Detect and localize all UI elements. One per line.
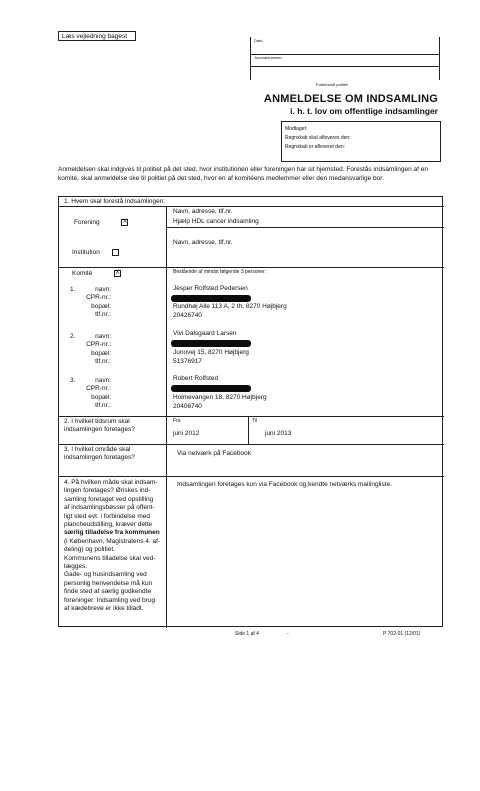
accounts-delivered-label: Regnskab er afleveret den: <box>285 144 346 150</box>
person-3-field-labels: navn: CPR-nr.: bopæl: tlf.nr.: <box>86 377 111 410</box>
person-2-address: Junovej 15, 8270 Højbjerg <box>173 349 249 356</box>
person-3-phone: 20406740 <box>173 403 202 410</box>
form-subtitle: i. h. t. lov om offentlige indsamlinger <box>290 106 438 116</box>
intake-box <box>281 121 441 162</box>
section4-question: 4. På hvilken måde skal indsam- lingen foretages? Ønskes ind- samling foretaget ved opstilling af indsamlingsbøsser på offent- ligt sted evt. i forbindelse med plancheudstilling, kræver dette særlig tilladelse fra kommunen (i København, Magistratens 4. af- deling) og politiet. Kommunens tilladelse skal ved- lægges. Gade- og husindsamling ved personlig henvendelse må kun finde sted af særlig godkendte foreninger. Indsamling ved brug af kædebreve er ikke tilladt. <box>64 479 161 613</box>
period-to-label: Til <box>252 418 258 424</box>
person-3-number: 3. <box>70 377 76 384</box>
intro-text: Anmeldelsen skal indgives til politiet på det sted, hvor institutionen eller foreningen har sit hjemsted. Forestås indsamlingen af en komité, skal anmeldelse ske til politiet på det sted, hvor en af komitéens medlemmer eller den medansvarlige bor. <box>58 166 428 182</box>
section3-answer: Via netværk på Facebook <box>177 450 251 457</box>
person-3-address: Holmevangen 18, 8270 Højbjerg <box>173 394 267 401</box>
person-1-number: 1. <box>70 286 76 293</box>
person-3-name: Robert Rolfsted <box>173 375 219 382</box>
institution-checkbox[interactable] <box>112 249 119 256</box>
person-1-phone: 20426740 <box>173 312 202 319</box>
person-2-phone: 51376917 <box>173 358 202 365</box>
section3-question: 3. I hvilket område skal indsamlingen foretages? <box>64 446 135 462</box>
collection-form <box>58 196 443 627</box>
police-reserved-note: Forbeholdt politiet <box>316 82 348 87</box>
person-2-number: 2. <box>70 333 76 340</box>
section4-answer: Indsamlingen foretages kun via Facebook og kendte netværks mailingliste. <box>177 481 392 488</box>
accounts-due-label: Regnskab skal afleveres den: <box>285 135 351 141</box>
person-2-name: Vivi Dalsgaard Larsen <box>173 330 237 337</box>
police-use-box <box>250 37 440 80</box>
section2-question: 2. I hvilket tidsrum skal indsamlingen foretages? <box>64 418 135 434</box>
person-2-field-labels: navn: CPR-nr.: bopæl: tlf.nr.: <box>86 333 111 366</box>
komite-label: Komité <box>72 270 93 278</box>
komite-checkbox[interactable]: X <box>115 270 120 276</box>
section1-title: 1. Hvem skal forestå indsamlingen: <box>64 198 166 205</box>
person-3-cpr-redacted <box>171 385 251 392</box>
komite-field-label: Bestående af mindst følgende 3 personer: <box>173 269 267 275</box>
forening-name-value: Hjælp HDL cancer indsamling <box>173 218 259 225</box>
received-label: Modtaget: <box>285 126 308 132</box>
journal-number-field: Journalnummer <box>251 55 439 67</box>
person-1-field-labels: navn: CPR-nr.: bopæl: tlf.nr.: <box>86 286 111 319</box>
form-code: P 702-01 (12/01) <box>383 631 421 637</box>
person-1-cpr-redacted <box>171 295 251 302</box>
forening-label: Forening <box>74 219 100 227</box>
komite-row <box>72 270 121 278</box>
page-number: Side 1 af 4 <box>235 631 259 637</box>
form-title: ANMELDELSE OM INDSAMLING <box>263 93 438 105</box>
read-guide-tag: Læs vejledning bagest <box>58 31 136 41</box>
period-to-value: juni 2013 <box>265 430 292 437</box>
person-2-cpr-redacted <box>171 340 251 347</box>
forening-checkbox[interactable]: X <box>122 219 127 225</box>
period-from-label: Fra <box>173 418 181 424</box>
period-from-value: juni 2012 <box>173 430 200 437</box>
date-field: Dato <box>251 37 439 55</box>
institution-label: Institution <box>72 249 100 257</box>
institution-field-label: Navn, adresse, tlf.nr. <box>173 239 233 246</box>
institution-row <box>72 249 119 257</box>
person-1-address: Rundhøj Alle 113 A, 2 th, 8270 Højbjerg <box>173 303 287 310</box>
forening-field-label: Navn, adresse, tlf.nr. <box>173 208 233 215</box>
person-1-name: Jesper Rolfsted Pedersen <box>173 285 248 292</box>
forening-row <box>74 219 128 227</box>
footer-dash: - <box>287 631 289 637</box>
